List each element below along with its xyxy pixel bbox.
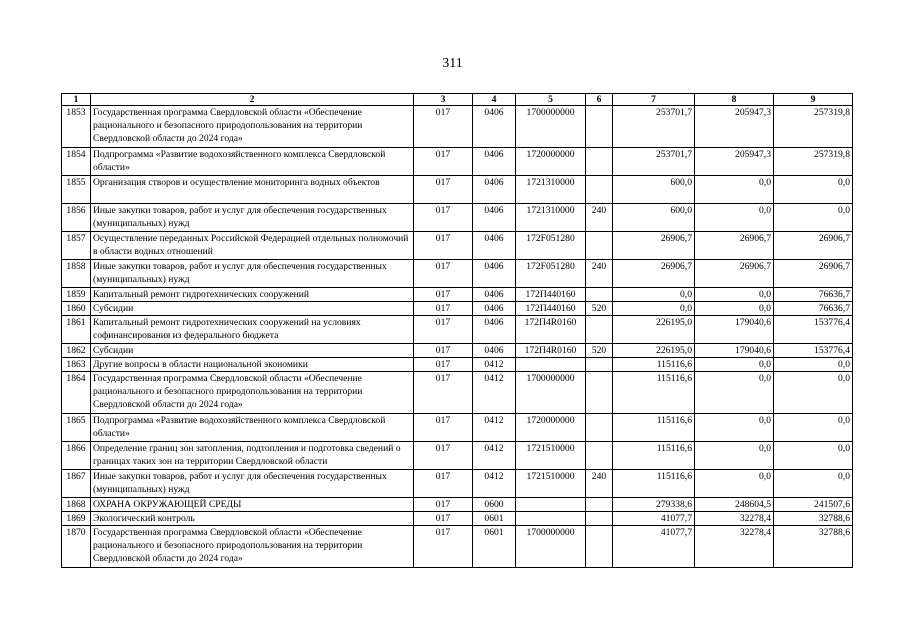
amount-col8: 0,0 [695,442,774,470]
table-row [62,498,853,512]
row-name: Субсидии [91,344,414,358]
table-row [62,358,853,372]
amount-col7: 115116,6 [613,442,695,470]
code-expense-type [586,232,613,260]
row-number: 1855 [62,176,91,204]
header-cell: 9 [774,94,853,106]
code-expense-type: 520 [586,344,613,358]
code-admin: 017 [414,498,473,512]
code-admin: 017 [414,414,473,442]
amount-col7: 600,0 [613,176,695,204]
code-target: 1720000000 [516,148,586,176]
code-admin: 017 [414,358,473,372]
header-cell: 5 [516,94,586,106]
row-number: 1869 [62,512,91,526]
amount-col7: 226195,0 [613,344,695,358]
amount-col7: 26906,7 [613,232,695,260]
code-section: 0406 [473,302,516,316]
row-name: Субсидии [91,302,414,316]
code-admin: 017 [414,288,473,302]
table-row [62,302,853,316]
amount-col8: 205947,3 [695,148,774,176]
table-row [62,442,853,470]
code-expense-type: 240 [586,204,613,232]
code-expense-type [586,512,613,526]
amount-col7: 115116,6 [613,358,695,372]
code-section: 0406 [473,344,516,358]
amount-col8: 32278,4 [695,526,774,568]
row-name: Иные закупки товаров, работ и услуг для обеспечения государственных (муниципальных) нужд [91,204,414,232]
amount-col8: 0,0 [695,288,774,302]
amount-col7: 226195,0 [613,316,695,344]
amount-col9: 0,0 [774,442,853,470]
row-name: ОХРАНА ОКРУЖАЮЩЕЙ СРЕДЫ [91,498,414,512]
amount-col9: 0,0 [774,372,853,414]
amount-col8: 0,0 [695,372,774,414]
code-expense-type [586,176,613,204]
amount-col7: 600,0 [613,204,695,232]
row-number: 1862 [62,344,91,358]
amount-col9: 153776,4 [774,344,853,358]
row-number: 1867 [62,470,91,498]
table-row [62,512,853,526]
row-number: 1857 [62,232,91,260]
row-number: 1853 [62,106,91,148]
amount-col8: 26906,7 [695,260,774,288]
code-target: 1721510000 [516,442,586,470]
code-section: 0406 [473,260,516,288]
header-cell: 3 [414,94,473,106]
amount-col8: 0,0 [695,302,774,316]
code-expense-type [586,316,613,344]
amount-col7: 115116,6 [613,372,695,414]
amount-col8: 0,0 [695,204,774,232]
row-number: 1864 [62,372,91,414]
code-admin: 017 [414,344,473,358]
table-row [62,148,853,176]
code-admin: 017 [414,302,473,316]
code-section: 0406 [473,176,516,204]
table-row [62,232,853,260]
amount-col9: 257319,8 [774,106,853,148]
code-target: 172П4R0160 [516,316,586,344]
code-expense-type [586,106,613,148]
code-section: 0412 [473,372,516,414]
code-expense-type [586,288,613,302]
row-name: Государственная программа Свердловской области «Обеспечение рационального и безопасного природопользования на территории Свердловской области до 2024 года» [91,372,414,414]
code-admin: 017 [414,232,473,260]
code-section: 0406 [473,106,516,148]
code-section: 0412 [473,358,516,372]
code-target: 1700000000 [516,106,586,148]
code-admin: 017 [414,512,473,526]
row-number: 1856 [62,204,91,232]
code-expense-type: 520 [586,302,613,316]
header-cell: 7 [613,94,695,106]
table-row [62,288,853,302]
amount-col9: 0,0 [774,470,853,498]
code-target: 1721510000 [516,470,586,498]
row-name: Государственная программа Свердловской области «Обеспечение рационального и безопасного природопользования на территории Свердловской области до 2024 года» [91,106,414,148]
amount-col7: 0,0 [613,288,695,302]
code-section: 0406 [473,204,516,232]
amount-col7: 26906,7 [613,260,695,288]
code-expense-type [586,526,613,568]
amount-col7: 253701,7 [613,148,695,176]
code-section: 0406 [473,148,516,176]
code-target: 172F051280 [516,232,586,260]
code-expense-type: 240 [586,260,613,288]
code-target: 1721310000 [516,204,586,232]
code-target: 1700000000 [516,372,586,414]
row-number: 1866 [62,442,91,470]
table-row [62,260,853,288]
code-expense-type [586,442,613,470]
amount-col9: 241507,6 [774,498,853,512]
amount-col7: 41077,7 [613,512,695,526]
amount-col8: 32278,4 [695,512,774,526]
code-section: 0600 [473,498,516,512]
code-admin: 017 [414,176,473,204]
row-name: Организация створов и осуществление мониторинга водных объектов [91,176,414,204]
code-expense-type [586,358,613,372]
amount-col9: 26906,7 [774,260,853,288]
code-target: 172F051280 [516,260,586,288]
row-number: 1859 [62,288,91,302]
page-number: 311 [442,56,463,71]
amount-col8: 26906,7 [695,232,774,260]
table-row [62,316,853,344]
amount-col9: 76636,7 [774,288,853,302]
amount-col8: 0,0 [695,176,774,204]
row-number: 1863 [62,358,91,372]
amount-col9: 0,0 [774,414,853,442]
row-number: 1858 [62,260,91,288]
amount-col7: 115116,6 [613,470,695,498]
row-number: 1865 [62,414,91,442]
row-name: Государственная программа Свердловской области «Обеспечение рационального и безопасного природопользования на территории Свердловской области до 2024 года» [91,526,414,568]
code-target [516,358,586,372]
table-row [62,414,853,442]
amount-col9: 32788,6 [774,526,853,568]
header-cell: 4 [473,94,516,106]
row-name: Определение границ зон затопления, подтопления и подготовка сведений о границах таких зон на территории Свердловской области [91,442,414,470]
row-name: Экологический контроль [91,512,414,526]
code-section: 0412 [473,414,516,442]
code-target: 1720000000 [516,414,586,442]
header-row [62,94,853,106]
code-admin: 017 [414,442,473,470]
code-section: 0406 [473,232,516,260]
amount-col8: 179040,6 [695,344,774,358]
code-section: 0412 [473,470,516,498]
code-admin: 017 [414,470,473,498]
row-number: 1854 [62,148,91,176]
amount-col8: 179040,6 [695,316,774,344]
code-expense-type [586,414,613,442]
amount-col7: 41077,7 [613,526,695,568]
row-number: 1870 [62,526,91,568]
code-expense-type [586,498,613,512]
row-name: Подпрограмма «Развитие водохозяйственного комплекса Свердловской области» [91,414,414,442]
amount-col7: 0,0 [613,302,695,316]
code-target: 172П440160 [516,288,586,302]
amount-col9: 0,0 [774,176,853,204]
amount-col9: 32788,6 [774,512,853,526]
header-cell: 1 [62,94,91,106]
header-cell: 8 [695,94,774,106]
amount-col8: 0,0 [695,414,774,442]
amount-col8: 0,0 [695,470,774,498]
row-name: Капитальный ремонт гидротехнических сооружений [91,288,414,302]
amount-col9: 153776,4 [774,316,853,344]
code-target [516,498,586,512]
amount-col9: 26906,7 [774,232,853,260]
row-name: Иные закупки товаров, работ и услуг для обеспечения государственных (муниципальных) нужд [91,260,414,288]
row-name: Подпрограмма «Развитие водохозяйственного комплекса Свердловской области» [91,148,414,176]
code-admin: 017 [414,526,473,568]
code-expense-type [586,148,613,176]
row-name: Другие вопросы в области национальной экономики [91,358,414,372]
code-section: 0601 [473,526,516,568]
amount-col8: 205947,3 [695,106,774,148]
code-target: 172П4R0160 [516,344,586,358]
code-section: 0406 [473,316,516,344]
code-admin: 017 [414,148,473,176]
code-admin: 017 [414,316,473,344]
row-name: Капитальный ремонт гидротехнических сооружений на условиях софинансирования из федерального бюджета [91,316,414,344]
amount-col7: 115116,6 [613,414,695,442]
code-section: 0601 [473,512,516,526]
code-expense-type [586,372,613,414]
row-number: 1860 [62,302,91,316]
table-row [62,176,853,204]
code-section: 0406 [473,288,516,302]
code-admin: 017 [414,204,473,232]
table-row [62,204,853,232]
table-body [62,106,853,568]
amount-col8: 0,0 [695,358,774,372]
header-cell: 6 [586,94,613,106]
code-target: 1721310000 [516,176,586,204]
table-row [62,372,853,414]
code-admin: 017 [414,260,473,288]
table-row [62,470,853,498]
amount-col9: 0,0 [774,358,853,372]
row-name: Иные закупки товаров, работ и услуг для обеспечения государственных (муниципальных) нужд [91,470,414,498]
amount-col9: 76636,7 [774,302,853,316]
amount-col9: 257319,8 [774,148,853,176]
code-target: 172П440160 [516,302,586,316]
row-name: Осуществление переданных Российской Федерацией отдельных полномочий в области водных отношений [91,232,414,260]
table-row [62,344,853,358]
code-target: 1700000000 [516,526,586,568]
amount-col9: 0,0 [774,204,853,232]
code-admin: 017 [414,372,473,414]
table-row [62,526,853,568]
code-admin: 017 [414,106,473,148]
amount-col7: 279338,6 [613,498,695,512]
code-expense-type: 240 [586,470,613,498]
row-number: 1868 [62,498,91,512]
table-row [62,106,853,148]
amount-col7: 253701,7 [613,106,695,148]
code-section: 0412 [473,442,516,470]
header-cell: 2 [91,94,414,106]
budget-table [61,93,853,568]
row-number: 1861 [62,316,91,344]
amount-col8: 248604,5 [695,498,774,512]
code-target [516,512,586,526]
